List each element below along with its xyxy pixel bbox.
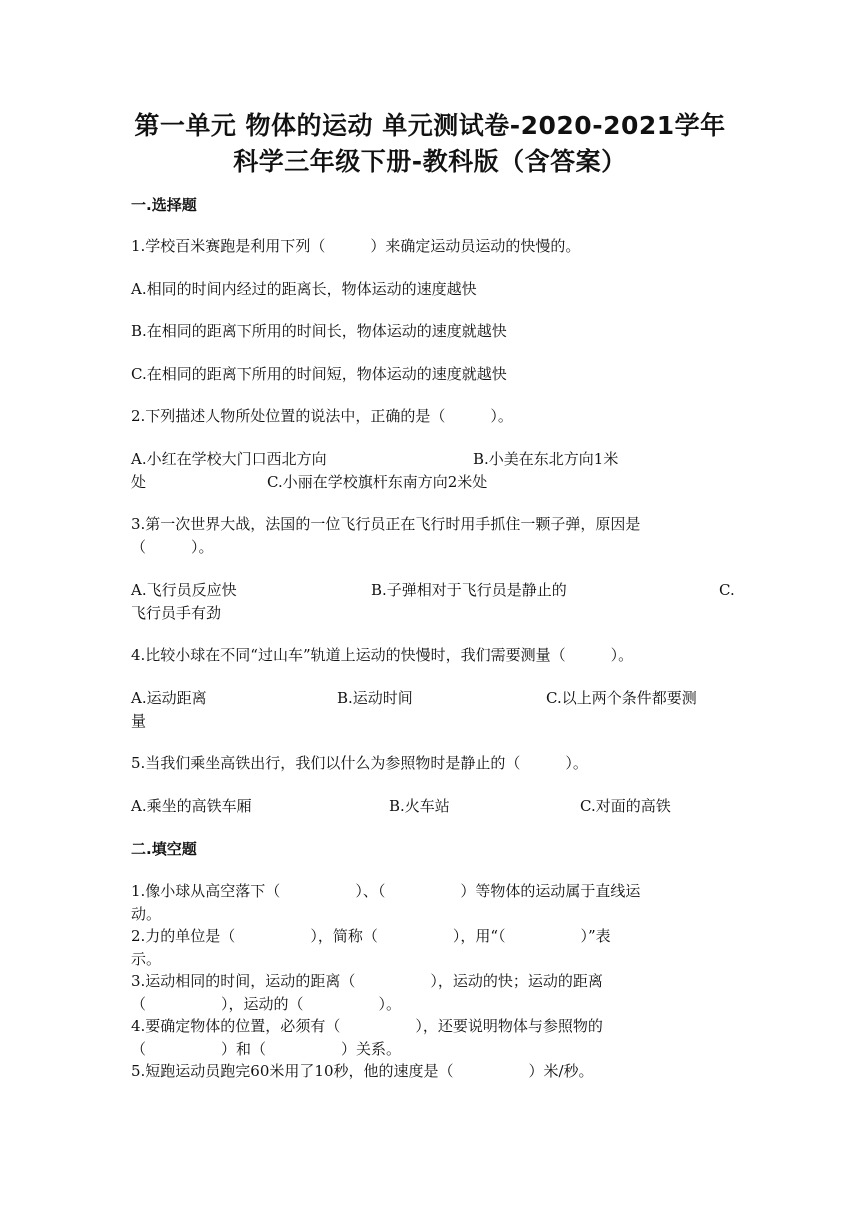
question-5-stem: 5.当我们乘坐高铁出行，我们以什么为参照物时是静止的（ ）。 bbox=[131, 754, 588, 772]
fill-line-2: 动。 bbox=[131, 905, 162, 923]
section-heading-fill: 二.填空题 bbox=[131, 840, 197, 858]
question-4-option-c: C.以上两个条件都要测 bbox=[546, 689, 697, 707]
question-2-option-c: C.小丽在学校旗杆东南方向2米处 bbox=[267, 473, 488, 491]
fill-line-4: 示。 bbox=[131, 950, 162, 968]
section-heading-choice: 一.选择题 bbox=[131, 196, 197, 214]
question-4-option-b: B.运动时间 bbox=[337, 689, 413, 707]
title-line-2: 科学三年级下册-教科版（含答案） bbox=[233, 147, 627, 176]
question-1-option-b: B.在相同的距离下所用的时间长，物体运动的速度就越快 bbox=[131, 322, 507, 340]
question-3-stem-line-1: 3.第一次世界大战，法国的一位飞行员正在飞行时用手抓住一颗子弹，原因是 bbox=[131, 515, 641, 533]
fill-line-7: 4.要确定物体的位置，必须有（ ），还要说明物体与参照物的 bbox=[131, 1017, 603, 1035]
question-1-option-c: C.在相同的距离下所用的时间短，物体运动的速度就越快 bbox=[131, 365, 507, 383]
question-3-option-a: A.飞行员反应快 bbox=[131, 581, 237, 599]
question-1-option-a: A.相同的时间内经过的距离长，物体运动的速度越快 bbox=[131, 280, 477, 298]
question-2-option-a: A.小红在学校大门口西北方向 bbox=[131, 450, 327, 468]
question-1-stem: 1.学校百米赛跑是利用下列（ ）来确定运动员运动的快慢的。 bbox=[131, 237, 581, 255]
fill-line-3: 2.力的单位是（ ），简称（ ），用“（ ）”表 bbox=[131, 927, 611, 945]
fill-line-6: （ ），运动的（ ）。 bbox=[131, 995, 402, 1013]
fill-line-8: （ ）和（ ）关系。 bbox=[131, 1040, 402, 1058]
question-5-option-c: C.对面的高铁 bbox=[580, 797, 671, 815]
question-5-option-a: A.乘坐的高铁车厢 bbox=[131, 797, 252, 815]
fill-line-5: 3.运动相同的时间，运动的距离（ ），运动的快；运动的距离 bbox=[131, 972, 603, 990]
question-4-option-a: A.运动距离 bbox=[131, 689, 207, 707]
question-2-option-b: B.小美在东北方向1米 bbox=[473, 450, 619, 468]
question-3-option-c-wrap: 飞行员手有劲 bbox=[131, 604, 222, 622]
fill-line-1: 1.像小球从高空落下（ ）、（ ）等物体的运动属于直线运 bbox=[131, 882, 641, 900]
question-3-option-b: B.子弹相对于飞行员是静止的 bbox=[371, 581, 567, 599]
question-4-option-c-wrap: 量 bbox=[131, 712, 147, 730]
question-4-stem: 4.比较小球在不同“过山车”轨道上运动的快慢时，我们需要测量（ ）。 bbox=[131, 646, 634, 664]
title-line-1: 第一单元 物体的运动 单元测试卷-2020-2021学年 bbox=[134, 111, 726, 140]
fill-line-9: 5.短跑运动员跑完60米用了10秒，他的速度是（ ）米/秒。 bbox=[131, 1062, 594, 1080]
question-2-option-b-wrap: 处 bbox=[131, 473, 147, 491]
question-5-option-b: B.火车站 bbox=[389, 797, 450, 815]
question-3-stem-line-2: （ ）。 bbox=[131, 538, 214, 556]
question-3-option-c: C. bbox=[719, 581, 735, 599]
question-2-stem: 2.下列描述人物所处位置的说法中，正确的是（ ）。 bbox=[131, 407, 513, 425]
